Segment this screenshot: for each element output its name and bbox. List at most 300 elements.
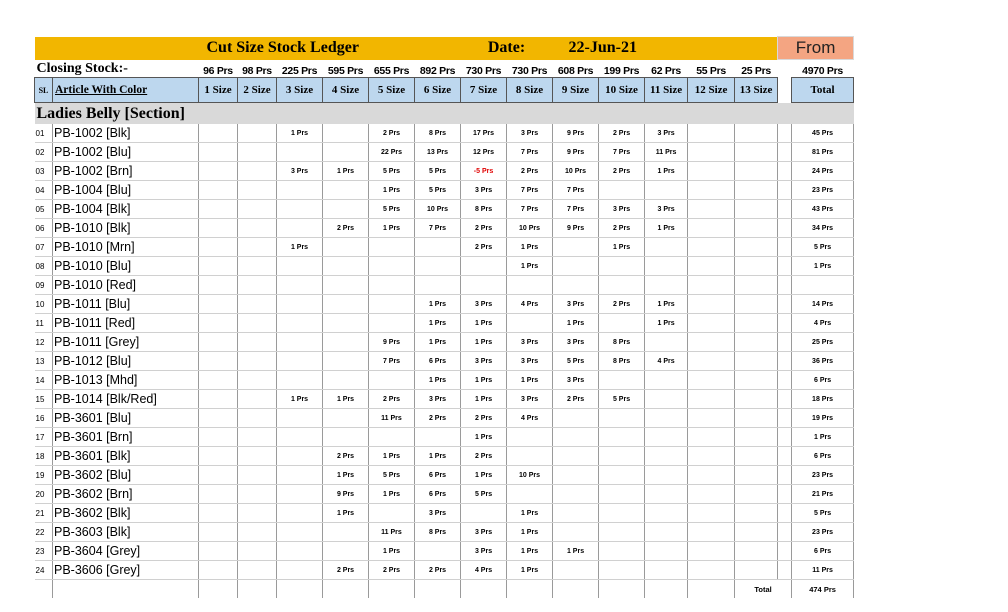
row-size-12-cell — [688, 390, 735, 409]
row-size-7-cell — [461, 504, 507, 523]
row-size-9-cell: 7 Prs — [553, 200, 599, 219]
row-size-10-cell — [599, 561, 645, 580]
row-size-7-cell: 3 Prs — [461, 352, 507, 371]
row-size-5-cell: 1 Prs — [369, 219, 415, 238]
closing-stock-size-5: 655 Prs — [373, 65, 410, 77]
total-header: Total — [792, 78, 854, 103]
row-size-5-cell: 22 Prs — [369, 143, 415, 162]
row-size-8-cell: 2 Prs — [507, 162, 553, 181]
row-size-9-cell — [553, 466, 599, 485]
row-size-3-cell — [277, 257, 323, 276]
row-size-2-cell — [238, 428, 277, 447]
row-size-13-cell — [735, 485, 778, 504]
row-size-9-cell — [553, 447, 599, 466]
row-size-13-cell — [735, 428, 778, 447]
row-size-11-cell — [645, 485, 688, 504]
row-size-7-cell: 2 Prs — [461, 238, 507, 257]
row-size-11-cell — [645, 238, 688, 257]
row-size-3-cell — [277, 200, 323, 219]
size-header-8: 8 Size — [507, 78, 553, 103]
row-size-11-cell — [645, 428, 688, 447]
row-size-12-cell — [688, 143, 735, 162]
row-total: 36 Prs — [792, 352, 854, 371]
row-article: PB-1002 [Brn] — [53, 162, 199, 181]
row-size-2-cell — [238, 542, 277, 561]
row-size-8-cell: 10 Prs — [507, 219, 553, 238]
row-size-9-cell — [553, 523, 599, 542]
row-size-10-cell — [599, 504, 645, 523]
row-size-5-cell: 11 Prs — [369, 523, 415, 542]
closing-stock-total: 4970 Prs — [802, 65, 843, 77]
footer-total-value: 474 Prs — [792, 580, 854, 599]
row-size-10-cell — [599, 409, 645, 428]
row-size-9-cell: 1 Prs — [553, 542, 599, 561]
article-header: Article With Color — [53, 78, 199, 103]
row-size-13-cell — [735, 447, 778, 466]
row-size-7-cell: 2 Prs — [461, 409, 507, 428]
row-size-9-cell: 3 Prs — [553, 333, 599, 352]
row-size-2-cell — [238, 219, 277, 238]
row-size-9-cell: 2 Prs — [553, 390, 599, 409]
row-sl: 05 — [35, 200, 53, 219]
row-size-11-cell — [645, 466, 688, 485]
row-size-3-cell: 1 Prs — [277, 390, 323, 409]
row-size-5-cell: 2 Prs — [369, 561, 415, 580]
table-row — [35, 219, 854, 238]
row-size-11-cell — [645, 333, 688, 352]
row-article: PB-1011 [Blu] — [53, 295, 199, 314]
row-size-2-cell — [238, 295, 277, 314]
row-article: PB-1010 [Blk] — [53, 219, 199, 238]
row-size-10-cell: 2 Prs — [599, 295, 645, 314]
row-size-11-cell: 1 Prs — [645, 314, 688, 333]
row-size-8-cell: 1 Prs — [507, 371, 553, 390]
row-size-7-cell: 12 Prs — [461, 143, 507, 162]
size-header-12: 12 Size — [688, 78, 735, 103]
row-sl: 10 — [35, 295, 53, 314]
row-size-8-cell: 3 Prs — [507, 124, 553, 143]
row-sl: 16 — [35, 409, 53, 428]
sl-header: SL — [35, 78, 53, 103]
row-sl: 03 — [35, 162, 53, 181]
row-total: 6 Prs — [792, 542, 854, 561]
closing-stock-size-7: 730 Prs — [465, 65, 502, 77]
row-size-5-cell: 1 Prs — [369, 542, 415, 561]
row-size-8-cell: 4 Prs — [507, 295, 553, 314]
row-size-1-cell — [199, 257, 238, 276]
row-size-11-cell — [645, 447, 688, 466]
row-size-7-cell: 2 Prs — [461, 219, 507, 238]
row-total: 14 Prs — [792, 295, 854, 314]
row-sl: 01 — [35, 124, 53, 143]
row-size-6-cell: 1 Prs — [415, 295, 461, 314]
row-sl: 18 — [35, 447, 53, 466]
row-article: PB-1010 [Mrn] — [53, 238, 199, 257]
row-size-7-cell: 3 Prs — [461, 523, 507, 542]
row-size-9-cell — [553, 409, 599, 428]
table-row — [35, 409, 854, 428]
row-size-6-cell — [415, 428, 461, 447]
row-size-4-cell: 2 Prs — [323, 561, 369, 580]
row-size-12-cell — [688, 542, 735, 561]
row-size-5-cell — [369, 371, 415, 390]
row-size-1-cell — [199, 143, 238, 162]
row-size-10-cell: 8 Prs — [599, 333, 645, 352]
row-article: PB-1012 [Blu] — [53, 352, 199, 371]
row-size-13-cell — [735, 561, 778, 580]
row-size-6-cell — [415, 238, 461, 257]
row-size-13-cell — [735, 124, 778, 143]
row-size-13-cell — [735, 333, 778, 352]
row-size-8-cell — [507, 485, 553, 504]
row-size-12-cell — [688, 314, 735, 333]
row-size-3-cell — [277, 466, 323, 485]
row-size-4-cell — [323, 257, 369, 276]
row-size-7-cell: 1 Prs — [461, 371, 507, 390]
row-size-3-cell — [277, 219, 323, 238]
row-size-12-cell — [688, 466, 735, 485]
row-size-3-cell — [277, 352, 323, 371]
closing-stock-size-9: 608 Prs — [557, 65, 594, 77]
row-size-7-cell: 17 Prs — [461, 124, 507, 143]
row-size-7-cell: 5 Prs — [461, 485, 507, 504]
row-size-1-cell — [199, 428, 238, 447]
row-size-7-cell: 1 Prs — [461, 333, 507, 352]
row-size-3-cell: 3 Prs — [277, 162, 323, 181]
row-size-8-cell: 7 Prs — [507, 200, 553, 219]
row-size-8-cell: 7 Prs — [507, 181, 553, 200]
row-size-9-cell — [553, 485, 599, 504]
row-size-12-cell — [688, 409, 735, 428]
row-size-5-cell: 5 Prs — [369, 466, 415, 485]
row-article: PB-1011 [Red] — [53, 314, 199, 333]
footer-total-row — [35, 580, 854, 599]
row-size-5-cell — [369, 314, 415, 333]
row-sl: 21 — [35, 504, 53, 523]
row-size-5-cell: 5 Prs — [369, 162, 415, 181]
row-size-8-cell: 1 Prs — [507, 257, 553, 276]
row-size-3-cell — [277, 143, 323, 162]
row-article: PB-1011 [Grey] — [53, 333, 199, 352]
row-size-4-cell — [323, 143, 369, 162]
row-size-9-cell — [553, 276, 599, 295]
row-size-8-cell: 1 Prs — [507, 504, 553, 523]
row-size-9-cell: 3 Prs — [553, 295, 599, 314]
row-total: 5 Prs — [792, 504, 854, 523]
table-row — [35, 390, 854, 409]
ledger-table — [34, 36, 854, 598]
row-size-8-cell — [507, 314, 553, 333]
row-total: 1 Prs — [792, 257, 854, 276]
row-size-1-cell — [199, 542, 238, 561]
row-size-7-cell: 1 Prs — [461, 428, 507, 447]
row-size-5-cell: 9 Prs — [369, 333, 415, 352]
row-article: PB-1004 [Blu] — [53, 181, 199, 200]
row-sl: 15 — [35, 390, 53, 409]
table-row — [35, 352, 854, 371]
row-sl: 11 — [35, 314, 53, 333]
row-size-2-cell — [238, 181, 277, 200]
table-row — [35, 466, 854, 485]
closing-stock-size-6: 892 Prs — [419, 65, 456, 77]
row-total: 25 Prs — [792, 333, 854, 352]
row-total: 24 Prs — [792, 162, 854, 181]
row-total: 23 Prs — [792, 466, 854, 485]
row-sl: 09 — [35, 276, 53, 295]
row-total: 5 Prs — [792, 238, 854, 257]
row-size-4-cell — [323, 276, 369, 295]
row-size-3-cell — [277, 276, 323, 295]
footer-total-label: Total — [735, 580, 792, 599]
row-size-9-cell — [553, 257, 599, 276]
row-sl: 08 — [35, 257, 53, 276]
row-size-4-cell — [323, 295, 369, 314]
row-size-4-cell: 1 Prs — [323, 390, 369, 409]
row-sl: 07 — [35, 238, 53, 257]
row-size-1-cell — [199, 162, 238, 181]
row-sl: 20 — [35, 485, 53, 504]
row-size-10-cell — [599, 447, 645, 466]
row-size-8-cell: 1 Prs — [507, 561, 553, 580]
table-row — [35, 333, 854, 352]
table-row — [35, 200, 854, 219]
row-size-10-cell — [599, 181, 645, 200]
row-size-1-cell — [199, 561, 238, 580]
row-size-10-cell — [599, 276, 645, 295]
row-total: 6 Prs — [792, 447, 854, 466]
row-article: PB-3604 [Grey] — [53, 542, 199, 561]
row-size-7-cell: 1 Prs — [461, 314, 507, 333]
row-size-4-cell: 1 Prs — [323, 162, 369, 181]
row-size-7-cell: 4 Prs — [461, 561, 507, 580]
closing-stock-size-10: 199 Prs — [603, 65, 640, 77]
row-sl: 23 — [35, 542, 53, 561]
title-bar — [35, 37, 854, 60]
row-size-13-cell — [735, 523, 778, 542]
row-size-5-cell: 1 Prs — [369, 447, 415, 466]
row-size-12-cell — [688, 257, 735, 276]
row-size-8-cell: 1 Prs — [507, 238, 553, 257]
table-row — [35, 143, 854, 162]
row-size-2-cell — [238, 333, 277, 352]
row-size-10-cell: 7 Prs — [599, 143, 645, 162]
row-article: PB-3602 [Blk] — [53, 504, 199, 523]
row-size-6-cell: 6 Prs — [415, 485, 461, 504]
row-size-3-cell — [277, 485, 323, 504]
row-size-13-cell — [735, 314, 778, 333]
row-size-11-cell: 11 Prs — [645, 143, 688, 162]
row-size-9-cell: 3 Prs — [553, 371, 599, 390]
row-size-6-cell: 13 Prs — [415, 143, 461, 162]
ledger-body — [35, 124, 854, 598]
row-sl: 12 — [35, 333, 53, 352]
row-size-11-cell — [645, 561, 688, 580]
row-total: 81 Prs — [792, 143, 854, 162]
row-size-1-cell — [199, 485, 238, 504]
row-size-6-cell: 6 Prs — [415, 352, 461, 371]
row-size-6-cell: 2 Prs — [415, 409, 461, 428]
table-row — [35, 428, 854, 447]
row-size-13-cell — [735, 276, 778, 295]
row-size-4-cell — [323, 238, 369, 257]
row-size-2-cell — [238, 447, 277, 466]
table-row — [35, 257, 854, 276]
table-row — [35, 485, 854, 504]
row-size-5-cell — [369, 504, 415, 523]
row-size-11-cell: 3 Prs — [645, 124, 688, 143]
closing-stock-size-13: 25 Prs — [741, 65, 771, 77]
date-value: 22-Jun-21 — [553, 37, 688, 60]
row-size-4-cell — [323, 200, 369, 219]
row-size-3-cell: 1 Prs — [277, 124, 323, 143]
row-size-9-cell: 5 Prs — [553, 352, 599, 371]
row-size-7-cell: 3 Prs — [461, 542, 507, 561]
row-size-10-cell: 2 Prs — [599, 219, 645, 238]
row-size-3-cell: 1 Prs — [277, 238, 323, 257]
row-size-12-cell — [688, 504, 735, 523]
row-size-3-cell — [277, 561, 323, 580]
row-sl: 06 — [35, 219, 53, 238]
row-size-2-cell — [238, 371, 277, 390]
row-total: 4 Prs — [792, 314, 854, 333]
size-header-5: 5 Size — [369, 78, 415, 103]
size-header-9: 9 Size — [553, 78, 599, 103]
row-article: PB-3601 [Brn] — [53, 428, 199, 447]
row-size-4-cell — [323, 523, 369, 542]
table-row — [35, 523, 854, 542]
row-size-12-cell — [688, 485, 735, 504]
row-size-8-cell: 7 Prs — [507, 143, 553, 162]
row-size-3-cell — [277, 295, 323, 314]
table-row — [35, 542, 854, 561]
row-size-7-cell: 3 Prs — [461, 181, 507, 200]
row-size-4-cell: 1 Prs — [323, 466, 369, 485]
row-total: 43 Prs — [792, 200, 854, 219]
row-size-2-cell — [238, 390, 277, 409]
row-total: 11 Prs — [792, 561, 854, 580]
row-size-5-cell: 1 Prs — [369, 181, 415, 200]
row-size-4-cell: 2 Prs — [323, 447, 369, 466]
row-size-2-cell — [238, 143, 277, 162]
row-total: 23 Prs — [792, 523, 854, 542]
row-size-2-cell — [238, 238, 277, 257]
row-size-9-cell: 9 Prs — [553, 219, 599, 238]
row-size-6-cell: 5 Prs — [415, 162, 461, 181]
closing-stock-size-11: 62 Prs — [651, 65, 681, 77]
row-size-6-cell: 1 Prs — [415, 447, 461, 466]
closing-stock-size-2: 98 Prs — [242, 65, 272, 77]
stock-ledger-sheet — [34, 36, 843, 598]
row-size-4-cell: 1 Prs — [323, 504, 369, 523]
row-size-12-cell — [688, 428, 735, 447]
row-size-4-cell — [323, 314, 369, 333]
row-sl: 24 — [35, 561, 53, 580]
row-article: PB-3603 [Blk] — [53, 523, 199, 542]
row-size-6-cell: 1 Prs — [415, 314, 461, 333]
row-size-10-cell — [599, 523, 645, 542]
row-size-13-cell — [735, 219, 778, 238]
row-size-6-cell: 1 Prs — [415, 371, 461, 390]
row-size-5-cell — [369, 238, 415, 257]
row-size-2-cell — [238, 409, 277, 428]
row-total: 6 Prs — [792, 371, 854, 390]
section-row — [35, 103, 854, 125]
row-article: PB-1002 [Blu] — [53, 143, 199, 162]
row-size-1-cell — [199, 314, 238, 333]
row-size-5-cell — [369, 257, 415, 276]
row-size-2-cell — [238, 485, 277, 504]
row-article: PB-3602 [Brn] — [53, 485, 199, 504]
row-size-1-cell — [199, 352, 238, 371]
row-size-8-cell: 3 Prs — [507, 390, 553, 409]
row-size-12-cell — [688, 371, 735, 390]
row-size-4-cell — [323, 352, 369, 371]
row-size-7-cell — [461, 276, 507, 295]
row-size-1-cell — [199, 390, 238, 409]
row-size-8-cell: 3 Prs — [507, 352, 553, 371]
row-size-8-cell: 4 Prs — [507, 409, 553, 428]
row-size-3-cell — [277, 504, 323, 523]
row-size-5-cell: 11 Prs — [369, 409, 415, 428]
row-size-8-cell — [507, 428, 553, 447]
row-size-7-cell: 1 Prs — [461, 390, 507, 409]
row-size-10-cell: 2 Prs — [599, 162, 645, 181]
row-article: PB-1002 [Blk] — [53, 124, 199, 143]
row-size-13-cell — [735, 542, 778, 561]
row-size-12-cell — [688, 200, 735, 219]
row-size-9-cell: 7 Prs — [553, 181, 599, 200]
row-size-1-cell — [199, 200, 238, 219]
row-size-13-cell — [735, 352, 778, 371]
row-size-11-cell — [645, 523, 688, 542]
row-size-1-cell — [199, 333, 238, 352]
row-size-8-cell: 10 Prs — [507, 466, 553, 485]
row-size-9-cell: 1 Prs — [553, 314, 599, 333]
row-size-3-cell — [277, 333, 323, 352]
row-size-2-cell — [238, 276, 277, 295]
section-title: Ladies Belly [Section] — [35, 103, 854, 125]
row-size-6-cell: 8 Prs — [415, 124, 461, 143]
row-size-10-cell: 3 Prs — [599, 200, 645, 219]
row-size-11-cell: 1 Prs — [645, 219, 688, 238]
row-size-8-cell: 3 Prs — [507, 333, 553, 352]
size-header-3: 3 Size — [277, 78, 323, 103]
row-size-9-cell: 10 Prs — [553, 162, 599, 181]
table-row — [35, 314, 854, 333]
closing-stock-size-12: 55 Prs — [696, 65, 726, 77]
row-size-7-cell: 2 Prs — [461, 447, 507, 466]
row-size-1-cell — [199, 523, 238, 542]
closing-stock-label: Closing Stock:- — [36, 61, 128, 76]
row-size-8-cell: 1 Prs — [507, 523, 553, 542]
row-size-6-cell — [415, 257, 461, 276]
row-size-5-cell — [369, 428, 415, 447]
row-size-6-cell: 5 Prs — [415, 181, 461, 200]
row-size-5-cell: 1 Prs — [369, 485, 415, 504]
row-total: 18 Prs — [792, 390, 854, 409]
row-article: PB-3602 [Blu] — [53, 466, 199, 485]
row-size-7-cell: 8 Prs — [461, 200, 507, 219]
row-size-13-cell — [735, 390, 778, 409]
from-button[interactable]: From — [778, 37, 854, 60]
row-size-9-cell: 9 Prs — [553, 143, 599, 162]
row-total: 19 Prs — [792, 409, 854, 428]
row-size-5-cell: 2 Prs — [369, 124, 415, 143]
row-size-13-cell — [735, 409, 778, 428]
row-article: PB-3601 [Blu] — [53, 409, 199, 428]
row-size-12-cell — [688, 333, 735, 352]
row-size-6-cell: 10 Prs — [415, 200, 461, 219]
